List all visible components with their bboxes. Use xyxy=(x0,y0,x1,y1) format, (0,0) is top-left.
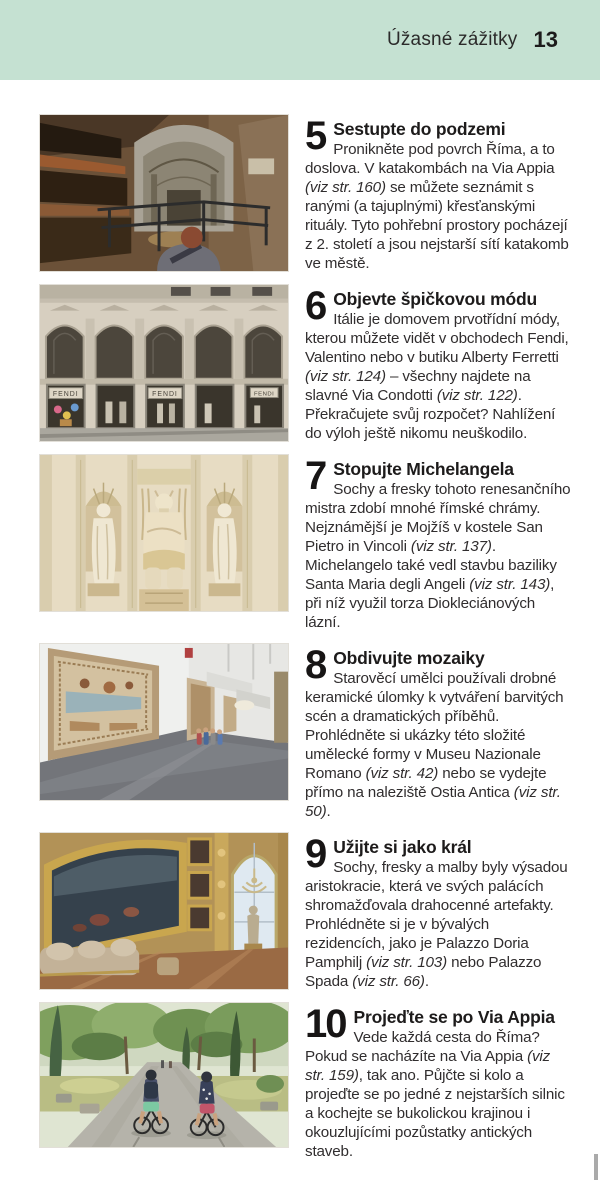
tip-title: Užijte si jako král xyxy=(333,837,472,857)
tip-number: 10 xyxy=(305,1002,346,1046)
tip-number: 9 xyxy=(305,832,326,876)
fendi-sign-text: FENDI xyxy=(254,391,275,398)
tip-body: Itálie je domovem prvotřídní módy, kterou můžete vidět v obchodech Fendi, Valentino nebo v butiku Alberty Ferretti (viz str. 124) – všechny najdete na slavné Via Condotti (viz str. 122). Překračujete svůj rozpočet? Nahlížení do výloh ještě nikomu neuškodilo. xyxy=(305,311,569,442)
tip-number: 5 xyxy=(305,114,326,158)
tip-entry-6 xyxy=(39,284,600,443)
mosaics-gallery-photo xyxy=(39,643,289,801)
tip-entry-9 xyxy=(39,832,600,991)
tip-body: Pronikněte pod povrch Říma, a to doslova. V katakombách na Via Appia (viz str. 160) se můžete seznámit s ranými (a tajuplnými) křesťanskými rituály. Tyto pohřební prostory pocházejí z 2. století a jsou nejstarší sítí katakomb ve městě. xyxy=(305,141,569,272)
moses-statue-photo xyxy=(39,454,289,612)
via-appia-illustration xyxy=(40,1003,288,1147)
fendi-sign-text: FENDI xyxy=(52,391,79,399)
palace-interior-photo xyxy=(39,832,289,990)
tip-text-10 xyxy=(305,1002,571,1161)
fendi-storefront-photo xyxy=(39,284,289,442)
tip-text-5 xyxy=(305,114,571,273)
tip-title: Obdivujte mozaiky xyxy=(333,648,485,668)
tip-text-9 xyxy=(305,832,571,991)
page-header xyxy=(0,0,600,80)
tip-body: Sochy, fresky a malby byly výsadou aristokracie, která ve svých palácích shromažďovala drahocenné artefakty. Prohlédněte si je v bývalých rezidencích, jako je Palazzo Doria Pamphilj (viz str. 103) nebo Palazzo Spada (viz str. 66). xyxy=(305,859,568,990)
tip-text-6 xyxy=(305,284,571,443)
page-number: 13 xyxy=(533,27,558,52)
tip-text-7 xyxy=(305,454,571,632)
tip-number: 8 xyxy=(305,643,326,687)
tip-title: Stopujte Michelangela xyxy=(333,459,514,479)
catacombs-illustration xyxy=(40,115,288,271)
tip-number: 7 xyxy=(305,454,326,498)
fendi-storefront-illustration xyxy=(40,285,288,441)
tip-body: Sochy a fresky tohoto renesančního mistra zdobí mnohé římské chrámy. Nejznámější je Mojžíš v kostele San Pietro in Vincoli (viz str. 137). Michelangelo také vedl stavbu baziliky Santa Maria degli Angeli (viz str. 143), při níž využil torza Diokleciánových lázní. xyxy=(305,481,571,631)
tip-text-8 xyxy=(305,643,571,821)
fendi-sign-text: FENDI xyxy=(152,391,178,399)
tip-title: Projeďte se po Via Appia xyxy=(353,1007,555,1027)
tips-list xyxy=(0,80,600,1161)
via-appia-cyclists-photo xyxy=(39,1002,289,1148)
tip-entry-10 xyxy=(39,1002,600,1161)
moses-statue-illustration xyxy=(40,455,288,611)
tip-entry-5 xyxy=(39,114,600,273)
palace-interior-illustration xyxy=(40,833,288,989)
catacombs-photo xyxy=(39,114,289,272)
tip-title: Objevte špičkovou módu xyxy=(333,289,537,309)
page-header-title: Úžasné zážitky xyxy=(386,29,518,50)
tip-title: Sestupte do podzemi xyxy=(333,119,506,139)
mosaics-gallery-illustration xyxy=(40,644,288,800)
page-edge-mark xyxy=(594,1154,598,1180)
tip-number: 6 xyxy=(305,284,326,328)
tip-body: Vede každá cesta do Říma? Pokud se nacházíte na Via Appia (viz str. 159), tak ano. Půjčte si kolo a projeďte se po jedné z nejstarších silnic a kochejte se bukolickou krajinou i okouzlujícími pozůstatky antických staveb. xyxy=(305,1029,565,1160)
tip-body: Starověcí umělci používali drobné keramické úlomky k vytváření barvitých scén a dramatických příběhů. Prohlédněte si ukázky této složité umělecké formy v Museu Nazionale Romano (viz str. 42) nebo se vydejte přímo na naleziště Ostia Antica (viz str. 50). xyxy=(305,670,564,820)
tip-entry-8 xyxy=(39,643,600,821)
tip-entry-7 xyxy=(39,454,600,632)
